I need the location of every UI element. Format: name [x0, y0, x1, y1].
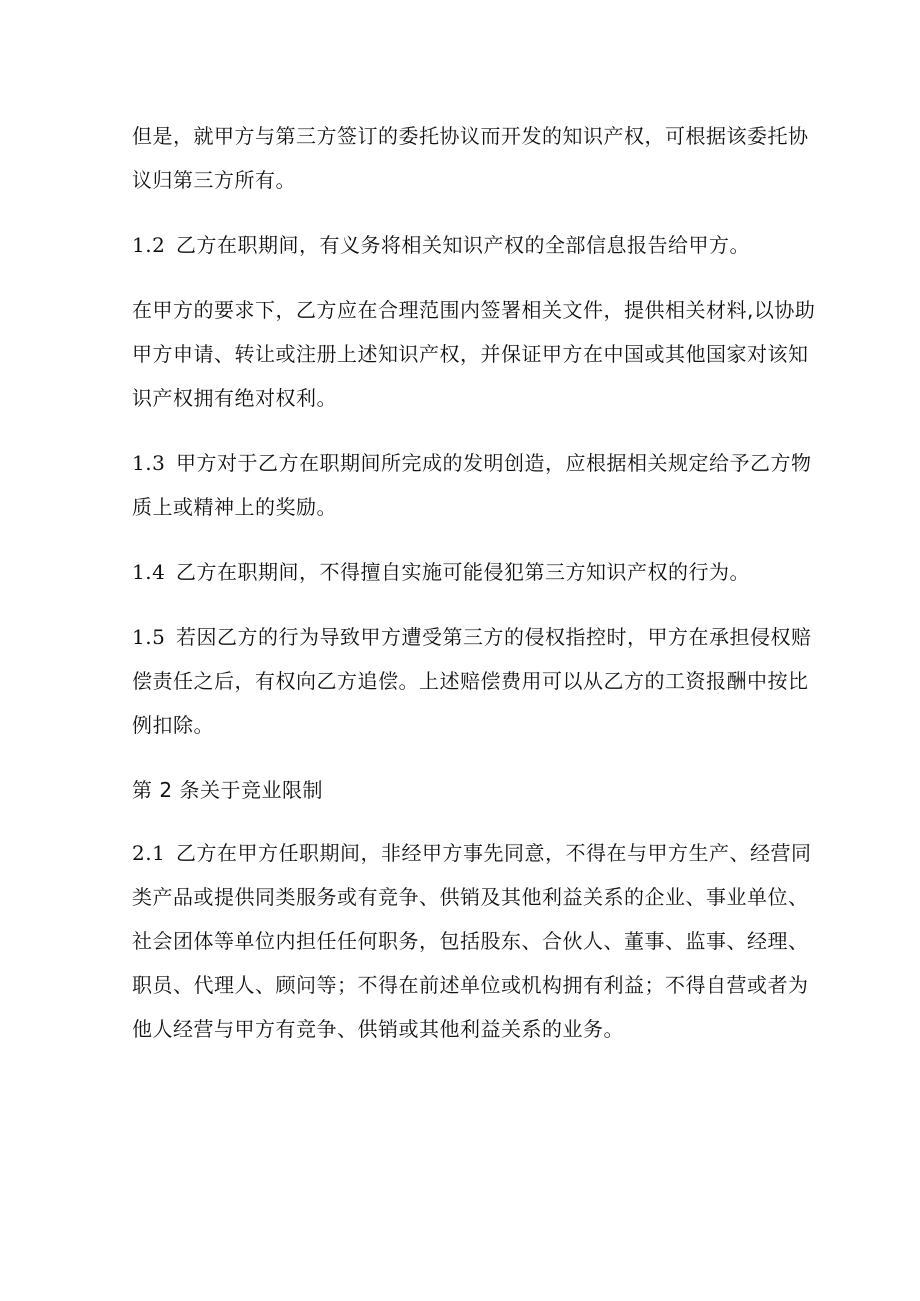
text-line: 甲方申请、转让或注册上述知识产权，并保证甲方在中国或其他国家对该知	[132, 342, 809, 366]
paragraph-2-1	[132, 831, 820, 1051]
text-line: 但是，就甲方与第三方签订的委托协议而开发的知识产权，可根据该委托协	[132, 124, 809, 148]
clause-number: 1.2	[132, 233, 166, 257]
paragraph-1-4	[132, 550, 820, 594]
paragraph-1-2	[132, 223, 820, 267]
clause-number: 1.3	[132, 451, 166, 475]
clause-number: 1.4	[132, 560, 166, 584]
clause-text: 若因乙方的行为导致甲方遭受第三方的侵权指控时，甲方在承担侵权赔	[176, 625, 812, 649]
paragraph-1-5	[132, 615, 820, 747]
clause-text: 乙方在职期间，有义务将相关知识产权的全部信息报告给甲方。	[176, 233, 750, 257]
text-line: 议归第三方所有。	[132, 168, 296, 192]
text-line: 他人经营与甲方有竞争、供销或其他利益关系的业务。	[132, 1017, 624, 1041]
article-2-heading	[132, 768, 820, 812]
text-line: 偿责任之后，有权向乙方追偿。上述赔偿费用可以从乙方的工资报酬中按比	[132, 669, 809, 693]
paragraph-1-1-exception	[132, 114, 820, 202]
clause-number: 1.5	[132, 625, 166, 649]
text-line	[132, 441, 820, 485]
text-line: 职员、代理人、顾问等；不得在前述单位或机构拥有利益；不得自营或者为	[132, 973, 809, 997]
text-line: 例扣除。	[132, 713, 214, 737]
paragraph-1-3	[132, 441, 820, 529]
clause-text: 甲方对于乙方在职期间所完成的发明创造，应根据相关规定给予乙方物	[176, 451, 812, 475]
text-line	[132, 223, 820, 267]
text-line	[132, 831, 820, 875]
text-line	[132, 615, 820, 659]
text-line: 类产品或提供同类服务或有竞争、供销及其他利益关系的企业、事业单位、	[132, 885, 809, 909]
text-line: 质上或精神上的奖励。	[132, 495, 337, 519]
text-line: 在甲方的要求下，乙方应在合理范围内签署相关文件，提供相关材料,以协助	[132, 298, 816, 322]
text-line	[132, 550, 820, 594]
paragraph-1-2-continued	[132, 288, 820, 420]
section-heading: 第 2 条关于竞业限制	[132, 778, 323, 802]
clause-number: 2.1	[132, 841, 166, 865]
clause-text: 乙方在甲方任职期间，非经甲方事先同意，不得在与甲方生产、经营同	[176, 841, 812, 865]
text-line: 社会团体等单位内担任任何职务，包括股东、合伙人、董事、监事、经理、	[132, 929, 809, 953]
clause-text: 乙方在职期间，不得擅自实施可能侵犯第三方知识产权的行为。	[176, 560, 750, 584]
text-line: 识产权拥有绝对权利。	[132, 386, 337, 410]
